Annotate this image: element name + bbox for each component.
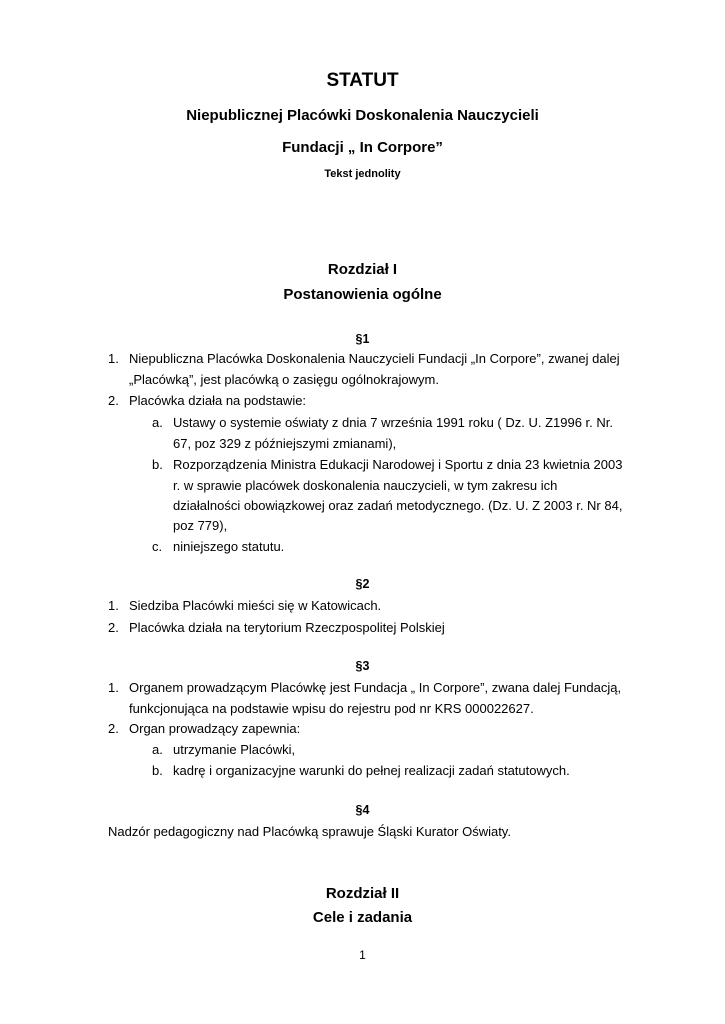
s3-sub-b-line-1: kadrę i organizacyjne warunki do pełnej realizacji zadań statutowych. (173, 763, 570, 778)
s1-item-1-number: 1. (108, 351, 119, 366)
chapter-2-label: Rozdział II (325, 885, 400, 902)
s2-item-2-line-1: Placówka działa na terytorium Rzeczpospolitej Polskiej (129, 620, 445, 635)
s3-sub-b-letter: b. (152, 763, 163, 778)
chapter-2-title: Cele i zadania (312, 909, 413, 926)
s1-item-1-line-2: „Placówką”, jest placówką o zasięgu ogólnokrajowym. (129, 372, 439, 387)
chapter-1-label: Rozdział I (327, 261, 398, 278)
s2-item-1-line-1: Siedziba Placówki mieści się w Katowicach. (129, 598, 382, 613)
s3-item-2-number: 2. (108, 721, 119, 736)
document-subtitle-1: Niepublicznej Placówki Doskonalenia Nauczycieli (186, 107, 539, 124)
section-heading-3: §3 (355, 659, 370, 673)
document-subtitle-3: Tekst jednolity (324, 168, 401, 180)
section-heading-2: §2 (355, 577, 370, 591)
s3-item-1-line-1: Organem prowadzącym Placówkę jest Fundacja „ In Corpore”, zwana dalej Fundacją, (129, 680, 622, 695)
s1-item-2-line-1: Placówka działa na podstawie: (129, 393, 307, 408)
s1-sub-c-letter: c. (152, 539, 163, 554)
s1-sub-a-line-1: Ustawy o systemie oświaty z dnia 7 września 1991 roku ( Dz. U. Z1996 r. Nr. (173, 415, 614, 430)
s3-item-1-number: 1. (108, 680, 119, 695)
s3-item-2-line-1: Organ prowadzący zapewnia: (129, 721, 301, 736)
s1-sub-b-line-2: r. w sprawie placówek doskonalenia nauczycieli, w tym zakresu ich (173, 478, 558, 493)
s1-sub-b-letter: b. (152, 457, 163, 472)
s1-item-1-line-1: Niepubliczna Placówka Doskonalenia Nauczycieli Fundacji „In Corpore”, zwanej dalej (129, 351, 620, 366)
s1-sub-b-line-1: Rozporządzenia Ministra Edukacji Narodowej i Sportu z dnia 23 kwietnia 2003 (173, 457, 623, 472)
s1-sub-a-line-2: 67, poz 329 z późniejszymi zmianami), (173, 436, 397, 451)
section-heading-1: §1 (355, 332, 370, 346)
s3-item-1-line-2: funkcjonująca na podstawie wpisu do rejestru pod nr KRS 000022627. (129, 701, 534, 716)
s2-item-1-number: 1. (108, 598, 119, 613)
chapter-1-title: Postanowienia ogólne (283, 286, 442, 303)
s1-sub-b-line-4: poz 779), (173, 518, 228, 533)
document-subtitle-2: Fundacji „ In Corpore” (282, 139, 443, 156)
s1-sub-a-letter: a. (152, 415, 163, 430)
s2-item-2-number: 2. (108, 620, 119, 635)
s1-sub-b-line-3: działalności obowiązkowej oraz zadań metodycznego. (Dz. U. Z 2003 r. Nr 84, (173, 498, 623, 513)
s3-sub-a-letter: a. (152, 742, 163, 757)
s3-sub-a-line-1: utrzymanie Placówki, (173, 742, 296, 757)
section-heading-4: §4 (355, 803, 370, 817)
s1-sub-c-line-1: niniejszego statutu. (173, 539, 285, 554)
document-title: STATUT (326, 70, 399, 91)
s4-line-1: Nadzór pedagogiczny nad Placówką sprawuje Śląski Kurator Oświaty. (108, 824, 511, 839)
page-number: 1 (359, 948, 366, 962)
s1-item-2-number: 2. (108, 393, 119, 408)
